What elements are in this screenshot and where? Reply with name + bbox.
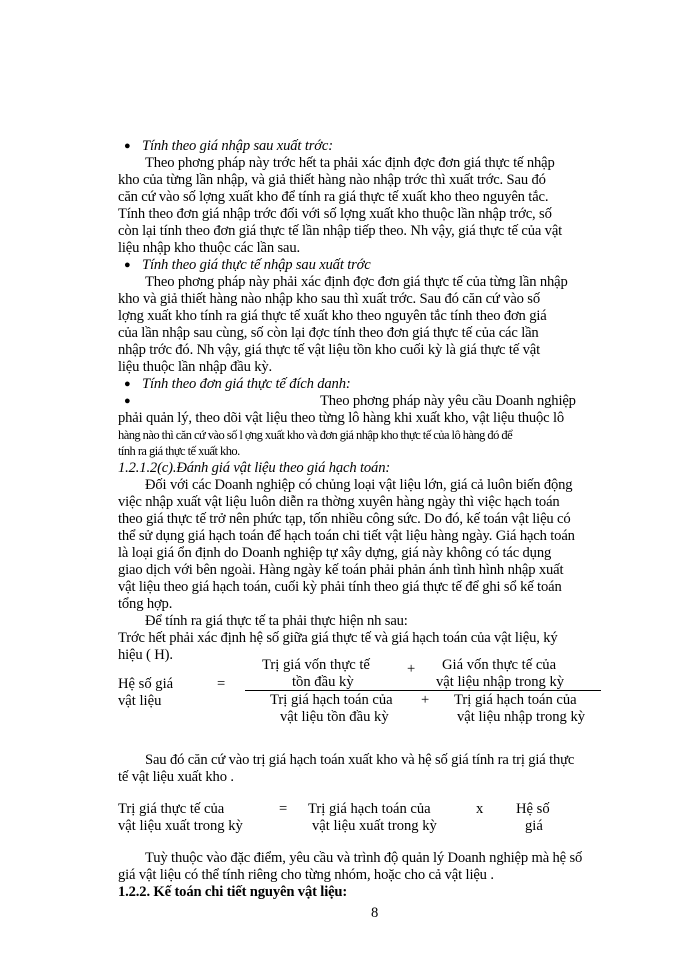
paragraph-line: Tính theo đơn giá nhập trớc đối với số lợng xuất kho thuộc lần nhập trớc, số	[118, 206, 552, 222]
paragraph-line: Sau đó căn cứ vào trị giá hạch toán xuất kho và hệ số giá tính ra trị giá thực	[145, 752, 575, 768]
formula2-middle-line2: vật liệu xuất trong kỳ	[312, 818, 437, 834]
formula-denominator-a-line2: vật liệu tồn đầu kỳ	[280, 709, 389, 725]
bullet-icon: ●	[124, 140, 131, 152]
formula2-multiply-sign: x	[476, 801, 484, 817]
formula2-lhs-line2: vật liệu xuất trong kỳ	[118, 818, 243, 834]
paragraph-line: Trớc hết phải xác định hệ số giữa giá thực tế và giá hạch toán của vật liệu, ký	[118, 630, 558, 646]
paragraph-line: phải quản lý, theo dõi vật liệu theo từng lô hàng khi xuất kho, vật liệu thuộc lô	[118, 410, 565, 426]
section-heading: Tính theo giá thực tế nhập sau xuất trớc	[142, 257, 371, 273]
fraction-bar	[245, 690, 601, 691]
section-heading: Tính theo giá nhập sau xuất trớc:	[142, 138, 333, 154]
section-heading: Tính theo đơn giá thực tế đích danh:	[142, 376, 351, 392]
formula2-rhs-line2: giá	[525, 818, 543, 834]
formula-numerator-a-line1: Trị giá vốn thực tế	[262, 657, 370, 673]
paragraph-line: của lần nhập sau cùng, số còn lại đợc tính theo đơn giá thực tế của các lần	[118, 325, 539, 341]
paragraph-line: kho và giả thiết hàng nào nhập kho sau thì xuất trớc. Sau đó căn cứ vào số	[118, 291, 540, 307]
paragraph-line: giá vật liệu có thể tính riêng cho từng nhóm, hoặc cho cả vật liệu .	[118, 867, 494, 883]
paragraph-line: thể sử dụng giá hạch toán để hạch toán chi tiết vật liệu hàng ngày. Giá hạch toán	[118, 528, 575, 544]
section-heading-bold: 1.2.2. Kế toán chi tiết nguyên vật liệu:	[118, 884, 348, 900]
formula-lhs-line1: Hệ số giá	[118, 676, 174, 692]
formula-plus-sign: +	[421, 692, 430, 708]
paragraph-line: lợng xuất kho tính ra giá thực tế xuất kho theo nguyên tắc tính theo đơn giá	[118, 308, 547, 324]
page-number: 8	[371, 905, 379, 921]
paragraph-line: căn cứ vào số lợng xuất kho để tính ra giá thực tế xuất kho theo nguyên tắc.	[118, 189, 549, 205]
paragraph-line: còn lại tính theo đơn giá thực tế lần nhập tiếp theo. Nh vậy, giá thực tế của vật	[118, 223, 563, 239]
formula-denominator-b-line1: Trị giá hạch toán của	[454, 692, 577, 708]
formula-lhs-line2: vật liệu	[118, 693, 162, 709]
paragraph-line: kho của từng lần nhập, và giả thiết hàng nào nhập trớc thì xuất trớc. Sau đó	[118, 172, 546, 188]
paragraph-line: hiệu ( H).	[118, 647, 173, 663]
bullet-icon: ●	[124, 378, 131, 390]
bullet-icon: ●	[124, 259, 131, 271]
paragraph-line: tính ra giá thực tế xuất kho.	[118, 444, 240, 458]
formula-numerator-b-line1: Giá vốn thực tế của	[442, 657, 557, 673]
formula2-rhs-line1: Hệ số	[516, 801, 550, 817]
formula2-middle-line1: Trị giá hạch toán của	[308, 801, 431, 817]
paragraph-line: liệu nhập kho thuộc các lần sau.	[118, 240, 301, 256]
paragraph-line: Đối với các Doanh nghiệp có chủng loại vật liệu lớn, giá cả luôn biến động	[145, 477, 573, 493]
paragraph-line: là loại giá ổn định do Doanh nghiệp tự xây dựng, giá này không có tác dụng	[118, 545, 552, 561]
paragraph-line: liệu thuộc lần nhập đầu kỳ.	[118, 359, 273, 375]
formula-denominator-a-line1: Trị giá hạch toán của	[270, 692, 393, 708]
formula-numerator-a-line2: tồn đầu kỳ	[292, 674, 354, 690]
formula-numerator-b-line2: vật liệu nhập trong kỳ	[436, 674, 565, 690]
formula2-equals-sign: =	[279, 801, 288, 817]
formula-plus-sign: +	[407, 661, 416, 677]
paragraph-line: vật liệu theo giá hạch toán, cuối kỳ phải tính theo giá thực tế để ghi sổ kế toán	[118, 579, 562, 595]
paragraph-line: tế vật liệu xuất kho .	[118, 769, 234, 785]
section-heading: 1.2.1.2(c).Đánh giá vật liệu theo giá hạch toán:	[118, 460, 391, 476]
paragraph-line: Để tính ra giá thực tế ta phải thực hiện nh sau:	[145, 613, 408, 629]
formula-denominator-b-line2: vật liệu nhập trong kỳ	[457, 709, 586, 725]
paragraph-line: nhập trớc đó. Nh vậy, giá thực tế vật liệu tồn kho cuối kỳ là giá thực tế vật	[118, 342, 540, 358]
paragraph-line: Theo phơng pháp này phải xác định đợc đơn giá thực tế của từng lần nhập	[145, 274, 568, 290]
bullet-icon: ●	[124, 395, 131, 407]
paragraph-line: hàng nào thì căn cứ vào số l ợng xuất kho và đơn giá nhập kho thực tế của lô hàng đó để	[118, 428, 513, 442]
paragraph-line: tổng hợp.	[118, 596, 173, 612]
paragraph-line: Tuỳ thuộc vào đặc điểm, yêu cầu và trình độ quản lý Doanh nghiệp mà hệ số	[145, 850, 583, 866]
paragraph-line: giao dịch với bên ngoài. Hàng ngày kế toán phải phản ánh tình hình nhập xuất	[118, 562, 564, 578]
paragraph-line: theo giá thực tế trở nên phức tạp, tốn nhiều công sức. Do đó, kế toán vật liệu có	[118, 511, 571, 527]
formula2-lhs-line1: Trị giá thực tế của	[118, 801, 225, 817]
paragraph-line: việc nhập xuất vật liệu luôn diễn ra thờng xuyên hàng ngày thì việc hạch toán	[118, 494, 560, 510]
paragraph-line: Theo phơng pháp này trớc hết ta phải xác định đợc đơn giá thực tế nhập	[145, 155, 555, 171]
paragraph-line: Theo phơng pháp này yêu cầu Doanh nghiệp	[320, 393, 576, 409]
formula-equals-sign: =	[217, 676, 226, 692]
